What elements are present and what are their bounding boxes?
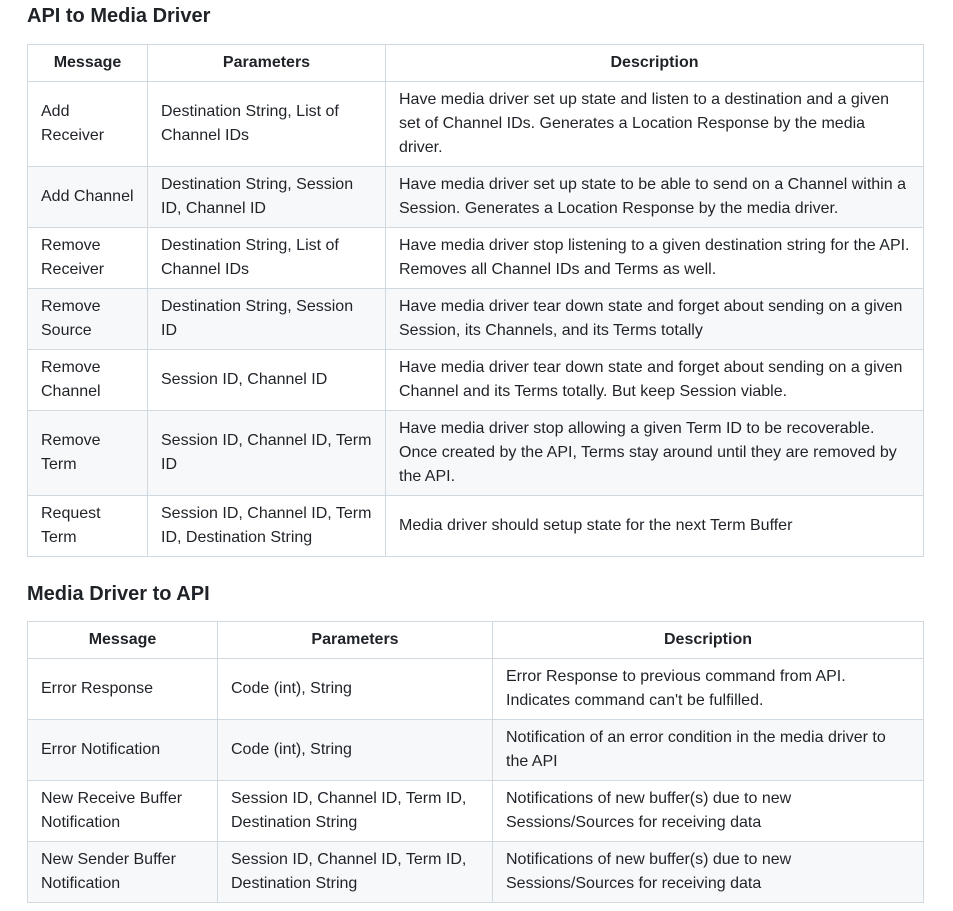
parameters-cell: Code (int), String	[218, 659, 493, 720]
section-title-api-to-media-driver: API to Media Driver	[27, 5, 211, 27]
header-description: Description	[493, 622, 924, 659]
parameters-cell: Code (int), String	[218, 720, 493, 781]
description-cell: Have media driver set up state to be able to send on a Channel within a Session. Generates a Location Response by the media driver.	[386, 167, 924, 228]
description-cell: Error Response to previous command from API. Indicates command can't be fulfilled.	[493, 659, 924, 720]
parameters-cell: Destination String, List of Channel IDs	[148, 228, 386, 289]
parameters-cell: Destination String, Session ID, Channel ID	[148, 167, 386, 228]
table-row	[28, 659, 924, 720]
description-cell: Have media driver stop listening to a given destination string for the API. Removes all Channel IDs and Terms as well.	[386, 228, 924, 289]
description-cell: Notification of an error condition in the media driver to the API	[493, 720, 924, 781]
table-row	[28, 411, 924, 496]
description-cell: Have media driver set up state and listen to a destination and a given set of Channel IDs. Generates a Location Response by the media driver.	[386, 82, 924, 167]
header-description: Description	[386, 45, 924, 82]
header-parameters: Parameters	[218, 622, 493, 659]
description-cell: Have media driver tear down state and forget about sending on a given Session, its Channels, and its Terms totally	[386, 289, 924, 350]
parameters-cell: Session ID, Channel ID, Term ID, Destination String	[218, 842, 493, 903]
media-driver-to-api-table	[27, 621, 924, 903]
message-cell: Remove Receiver	[28, 228, 148, 289]
message-cell: New Receive Buffer Notification	[28, 781, 218, 842]
message-cell: Request Term	[28, 496, 148, 557]
header-message: Message	[28, 622, 218, 659]
parameters-cell: Destination String, Session ID	[148, 289, 386, 350]
message-cell: Add Receiver	[28, 82, 148, 167]
parameters-cell: Session ID, Channel ID, Term ID, Destination String	[148, 496, 386, 557]
message-cell: Remove Channel	[28, 350, 148, 411]
description-cell: Media driver should setup state for the next Term Buffer	[386, 496, 924, 557]
message-cell: New Sender Buffer Notification	[28, 842, 218, 903]
parameters-cell: Session ID, Channel ID	[148, 350, 386, 411]
table-row	[28, 842, 924, 903]
api-to-media-driver-table	[27, 44, 924, 557]
message-cell: Remove Term	[28, 411, 148, 496]
message-cell: Add Channel	[28, 167, 148, 228]
message-cell: Error Response	[28, 659, 218, 720]
description-cell: Have media driver tear down state and forget about sending on a given Channel and its Terms totally. But keep Session viable.	[386, 350, 924, 411]
table-row	[28, 289, 924, 350]
table-header-row	[28, 45, 924, 82]
table-row	[28, 720, 924, 781]
section-title-media-driver-to-api: Media Driver to API	[27, 583, 210, 605]
table-row	[28, 781, 924, 842]
parameters-cell: Session ID, Channel ID, Term ID, Destination String	[218, 781, 493, 842]
header-message: Message	[28, 45, 148, 82]
table-header-row	[28, 622, 924, 659]
parameters-cell: Session ID, Channel ID, Term ID	[148, 411, 386, 496]
description-cell: Notifications of new buffer(s) due to new Sessions/Sources for receiving data	[493, 842, 924, 903]
header-parameters: Parameters	[148, 45, 386, 82]
table-row	[28, 496, 924, 557]
table-row	[28, 82, 924, 167]
message-cell: Error Notification	[28, 720, 218, 781]
description-cell: Notifications of new buffer(s) due to new Sessions/Sources for receiving data	[493, 781, 924, 842]
message-cell: Remove Source	[28, 289, 148, 350]
table-row	[28, 167, 924, 228]
parameters-cell: Destination String, List of Channel IDs	[148, 82, 386, 167]
table-row	[28, 350, 924, 411]
description-cell: Have media driver stop allowing a given Term ID to be recoverable. Once created by the API, Terms stay around until they are removed by the API.	[386, 411, 924, 496]
table-row	[28, 228, 924, 289]
